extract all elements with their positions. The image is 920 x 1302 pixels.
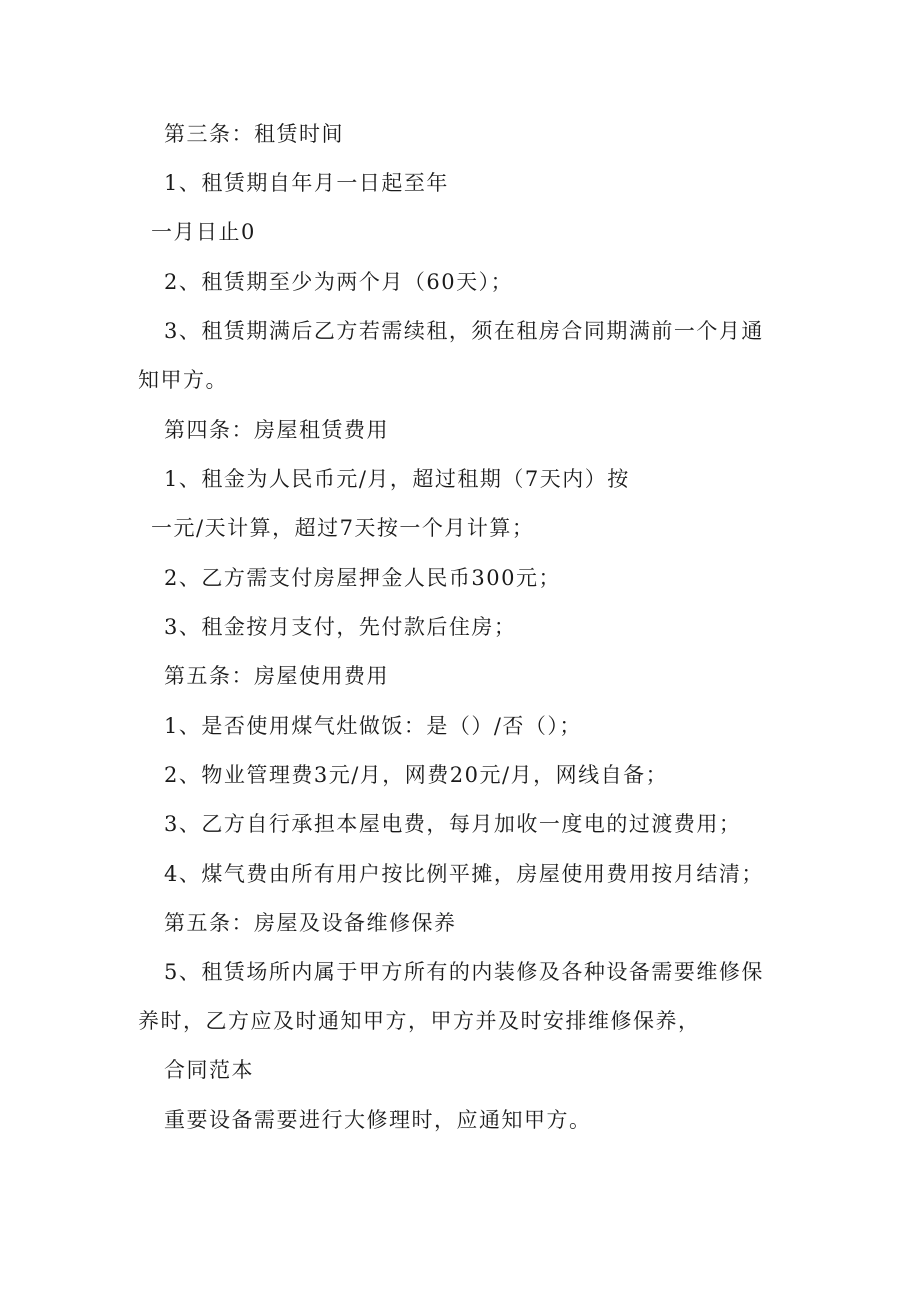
section-heading-rent-fees: 第四条：房屋租赁费用 [164, 418, 389, 442]
paragraph-line: 知甲方。 [138, 368, 228, 392]
inline-label: 合同范本 [164, 1058, 254, 1082]
paragraph-line: 3、租赁期满后乙方若需续租，须在租房合同期满前一个月通 [164, 319, 764, 343]
paragraph-line: 1、租金为人民币元/月，超过租期（7天内）按 [164, 467, 630, 491]
paragraph-line: 3、租金按月支付，先付款后住房； [164, 615, 517, 639]
paragraph-line: 5、租赁场所内属于甲方所有的内装修及各种设备需要维修保 [164, 960, 764, 984]
section-heading-maintenance: 第五条：房屋及设备维修保养 [164, 911, 457, 935]
paragraph-line: 一元/天计算，超过7天按一个月计算； [151, 516, 535, 540]
paragraph-line: 3、乙方自行承担本屋电费，每月加收一度电的过渡费用； [164, 812, 742, 836]
paragraph-line: 重要设备需要进行大修理时，应通知甲方。 [164, 1108, 592, 1132]
paragraph-line: 养时，乙方应及时通知甲方，甲方并及时安排维修保养， [138, 1009, 701, 1033]
paragraph-line: 1、是否使用煤气灶做饭：是（）/否（）； [164, 714, 582, 738]
section-heading-lease-term: 第三条：租赁时间 [164, 122, 344, 146]
paragraph-line: 4、煤气费由所有用户按比例平摊，房屋使用费用按月结清； [164, 862, 764, 886]
paragraph-line: 一月日止0 [151, 220, 256, 244]
paragraph-line: 2、乙方需支付房屋押金人民币300元； [164, 566, 561, 590]
section-heading-usage-fees: 第五条：房屋使用费用 [164, 664, 389, 688]
paragraph-line: 1、租赁期自年月一日起至年 [164, 171, 449, 195]
paragraph-line: 2、物业管理费3元/月，网费20元/月，网线自备； [164, 763, 669, 787]
paragraph-line: 2、租赁期至少为两个月（60天）； [164, 270, 514, 294]
